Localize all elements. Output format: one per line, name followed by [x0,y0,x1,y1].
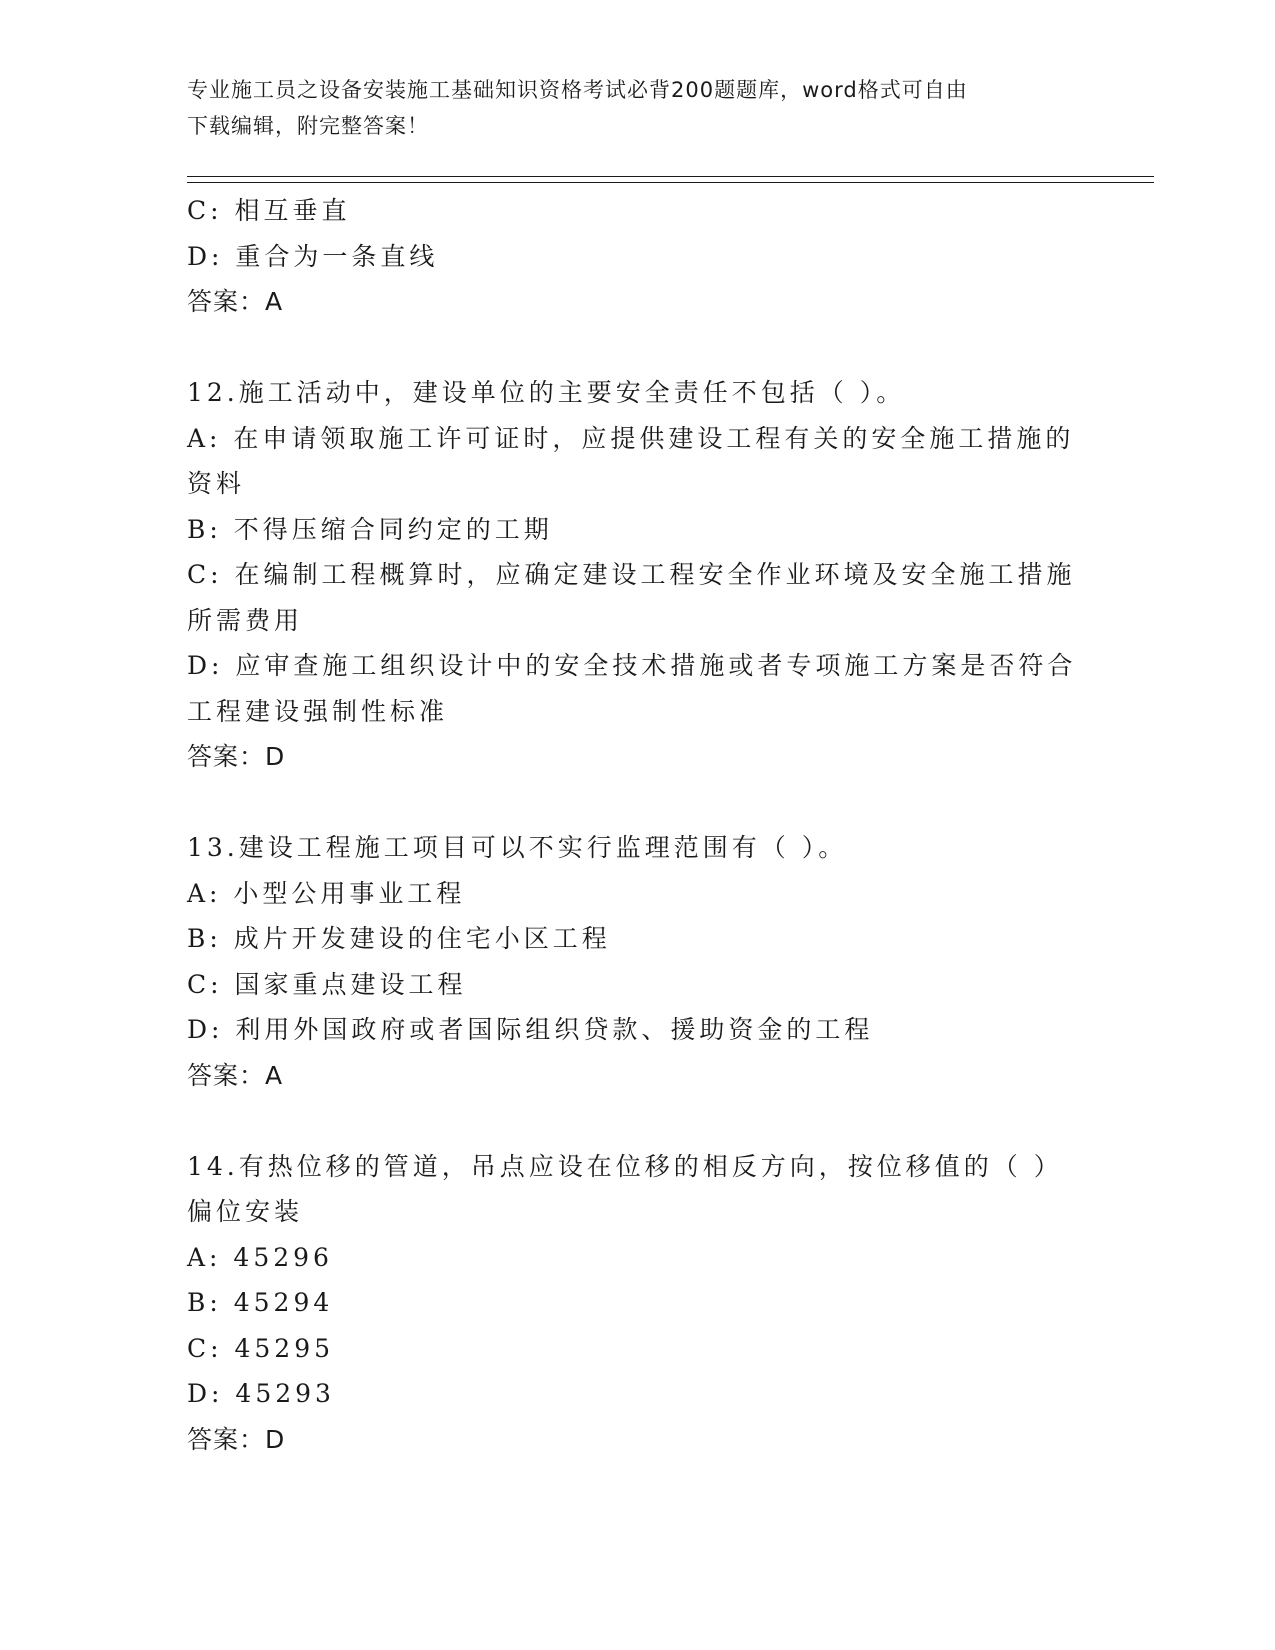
option-c: C: 相互垂直 [187,196,351,225]
answer-line: 答案：A [187,1060,284,1090]
option-c: C: 国家重点建设工程 [187,969,467,999]
option-c: C: 45295 [187,1333,335,1363]
option-b: B: 成片开发建设的住宅小区工程 [187,924,611,953]
question-text: 12.施工活动中，建设单位的主要安全责任不包括（ ）。 [187,378,906,407]
header-divider-bottom [187,182,1154,183]
option-a-continued: 资料 [187,469,246,498]
option-d: D: 45293 [187,1379,335,1408]
option-b: B: 不得压缩合同约定的工期 [187,514,553,544]
question-text: 14.有热位移的管道，吊点应设在位移的相反方向，按位移值的（ ） [187,1151,1063,1181]
option-a: A: 在申请领取施工许可证时，应提供建设工程有关的安全施工措施的 [187,423,1075,453]
question-block-13 [187,825,1087,1098]
header-title-line-1: 专业施工员之设备安装施工基础知识资格考试必背200题题库，word格式可自由 [187,78,968,102]
answer-line: 答案：A [187,287,284,316]
answer-line: 答案：D [187,742,286,771]
option-c: C: 在编制工程概算时，应确定建设工程安全作业环境及安全施工措施 [187,560,1076,589]
spacer [187,1098,1087,1144]
question-block-12 [187,370,1087,780]
question-list [187,188,1087,1462]
option-d: D: 利用外国政府或者国际组织贷款、援助资金的工程 [187,1015,874,1044]
header-title-line-2: 下载编辑，附完整答案！ [187,114,429,138]
document-header [187,72,1087,144]
header-divider-top [187,176,1154,177]
question-text: 13.建设工程施工项目可以不实行监理范围有（ ）。 [187,833,848,862]
option-a: A: 小型公用事业工程 [187,878,466,908]
option-d: D: 重合为一条直线 [187,241,439,271]
spacer [187,325,1087,371]
option-b: B: 45294 [187,1288,334,1317]
question-block-14 [187,1144,1087,1463]
option-d: D: 应审查施工组织设计中的安全技术措施或者专项施工方案是否符合 [187,651,1077,680]
question-text-continued: 偏位安装 [187,1197,304,1226]
option-c-continued: 所需费用 [187,605,304,635]
spacer [187,780,1087,826]
option-a: A: 45296 [187,1242,333,1272]
question-block-11-continuation [187,188,1087,325]
option-d-continued: 工程建设强制性标准 [187,696,449,726]
answer-line: 答案：D [187,1424,286,1454]
